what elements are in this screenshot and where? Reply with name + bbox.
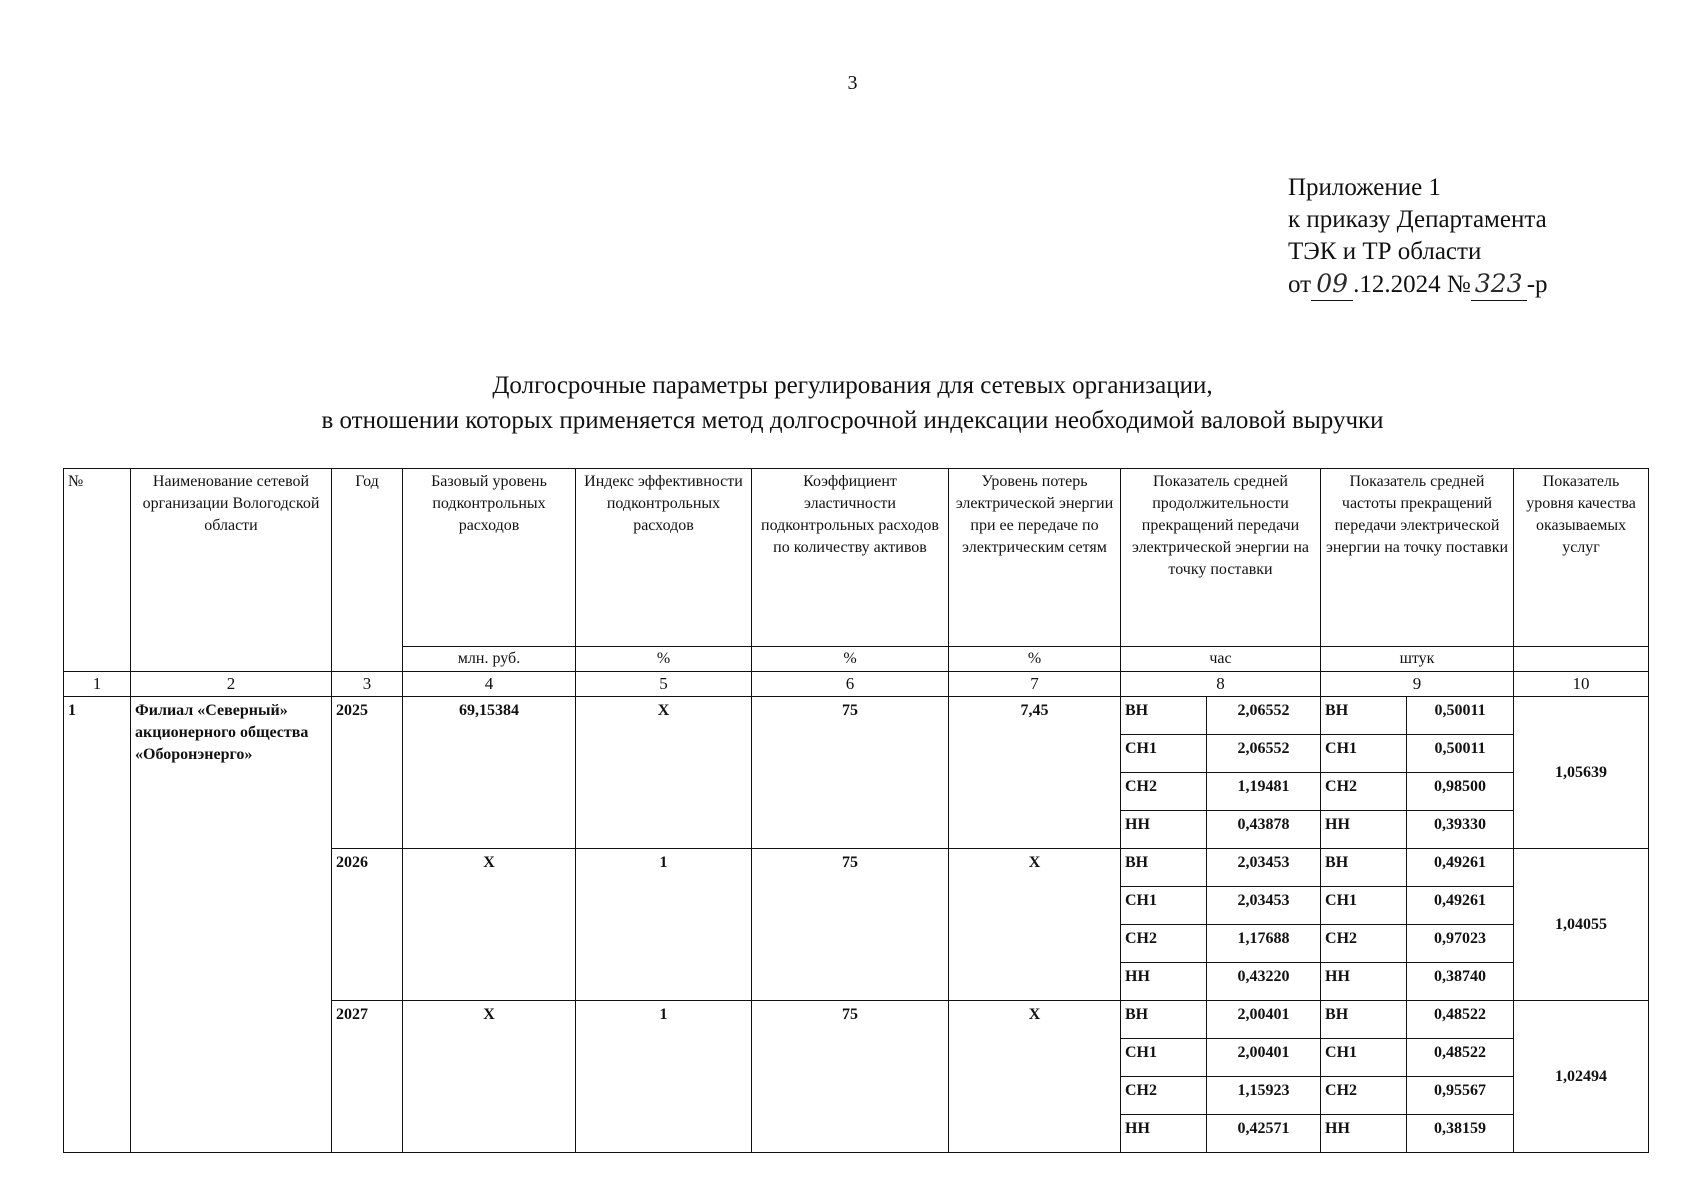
org-name: Филиал «Северный» акционерного общества «Оборонэнерго»: [131, 697, 332, 1153]
duration-level-label: СН1: [1121, 1039, 1207, 1077]
base-cost-cell: Х: [403, 1001, 576, 1153]
unit-duration: час: [1121, 647, 1321, 672]
frequency-value: 0,38159: [1407, 1115, 1514, 1153]
frequency-value: 0,49261: [1407, 887, 1514, 925]
header-no: №: [64, 469, 131, 672]
base-cost-cell: Х: [403, 849, 576, 1001]
col-number-5: 5: [576, 672, 752, 697]
frequency-level-label: ВН: [1321, 697, 1407, 735]
duration-level-label: СН2: [1121, 925, 1207, 963]
frequency-value: 0,48522: [1407, 1001, 1514, 1039]
frequency-value: 0,95567: [1407, 1077, 1514, 1115]
duration-value: 2,03453: [1207, 887, 1321, 925]
header-elast: Коэффициент эластичности подконтрольных расходов по количеству активов: [752, 469, 949, 647]
duration-level-label: ВН: [1121, 1001, 1207, 1039]
header-eff: Индекс эффективности подконтрольных расходов: [576, 469, 752, 647]
frequency-level-label: НН: [1321, 963, 1407, 1001]
col-number-4: 4: [403, 672, 576, 697]
appendix-title: Приложение 1: [1288, 174, 1441, 201]
unit-base: млн. руб.: [403, 647, 576, 672]
efficiency-index-cell: 1: [576, 849, 752, 1001]
duration-value: 1,19481: [1207, 773, 1321, 811]
column-number-row: [64, 672, 1649, 697]
quality-index-cell: 1,02494: [1514, 1001, 1649, 1153]
col-number-3: 3: [332, 672, 403, 697]
year-cell: 2025: [332, 697, 403, 849]
header-quality: Показатель уровня качества оказываемых услуг: [1514, 469, 1649, 647]
page-number: 3: [847, 72, 858, 94]
elasticity-cell: 75: [752, 1001, 949, 1153]
quality-index-cell: 1,04055: [1514, 849, 1649, 1001]
frequency-level-label: СН1: [1321, 735, 1407, 773]
loss-level-cell: Х: [949, 849, 1121, 1001]
duration-value: 0,43220: [1207, 963, 1321, 1001]
handwritten-order-number: 323: [1471, 268, 1527, 301]
frequency-level-label: ВН: [1321, 849, 1407, 887]
frequency-level-label: СН1: [1321, 1039, 1407, 1077]
frequency-level-label: НН: [1321, 811, 1407, 849]
frequency-value: 0,98500: [1407, 773, 1514, 811]
col-number-6: 6: [752, 672, 949, 697]
elasticity-cell: 75: [752, 849, 949, 1001]
appendix-header: [1288, 172, 1548, 301]
appendix-date-line: [1288, 268, 1548, 301]
frequency-value: 0,50011: [1407, 735, 1514, 773]
duration-level-label: НН: [1121, 963, 1207, 1001]
unit-quality: [1514, 647, 1649, 672]
year-cell: 2026: [332, 849, 403, 1001]
loss-level-cell: Х: [949, 1001, 1121, 1153]
duration-level-label: СН1: [1121, 735, 1207, 773]
duration-level-label: НН: [1121, 811, 1207, 849]
appendix-department: ТЭК и ТР области: [1288, 238, 1482, 265]
frequency-value: 0,50011: [1407, 697, 1514, 735]
frequency-value: 0,97023: [1407, 925, 1514, 963]
frequency-level-label: СН2: [1321, 1077, 1407, 1115]
unit-eff: %: [576, 647, 752, 672]
duration-value: 2,06552: [1207, 735, 1321, 773]
frequency-level-label: ВН: [1321, 1001, 1407, 1039]
duration-level-label: ВН: [1121, 697, 1207, 735]
col-number-1: 1: [64, 672, 131, 697]
col-number-8: 8: [1121, 672, 1321, 697]
duration-value: 1,17688: [1207, 925, 1321, 963]
duration-value: 1,15923: [1207, 1077, 1321, 1115]
frequency-level-label: СН2: [1321, 773, 1407, 811]
date-prefix: от: [1288, 271, 1312, 298]
unit-loss: %: [949, 647, 1121, 672]
header-frequency: Показатель средней частоты прекращений передачи электрической энергии на точку поставки: [1321, 469, 1514, 647]
parameters-table: [63, 468, 1649, 1153]
base-cost-cell: 69,15384: [403, 697, 576, 849]
duration-level-label: СН1: [1121, 887, 1207, 925]
duration-value: 2,00401: [1207, 1001, 1321, 1039]
title-line-1: Долгосрочные параметры регулирования для сетевых организации,: [492, 372, 1213, 399]
duration-value: 2,00401: [1207, 1039, 1321, 1077]
loss-level-cell: 7,45: [949, 697, 1121, 849]
document-title: [0, 368, 1695, 438]
header-row: [64, 469, 1649, 647]
frequency-level-label: НН: [1321, 1115, 1407, 1153]
header-year: Год: [332, 469, 403, 672]
efficiency-index-cell: Х: [576, 697, 752, 849]
col-number-9: 9: [1321, 672, 1514, 697]
table-row: [64, 697, 1649, 735]
frequency-level-label: СН2: [1321, 925, 1407, 963]
duration-value: 2,03453: [1207, 849, 1321, 887]
frequency-level-label: СН1: [1321, 887, 1407, 925]
duration-level-label: СН2: [1121, 773, 1207, 811]
header-org: Наименование сетевой организации Вологодской области: [131, 469, 332, 672]
efficiency-index-cell: 1: [576, 1001, 752, 1153]
col-number-2: 2: [131, 672, 332, 697]
header-loss: Уровень потерь электрической энергии при ее передаче по электрическим сетям: [949, 469, 1121, 647]
elasticity-cell: 75: [752, 697, 949, 849]
duration-value: 0,43878: [1207, 811, 1321, 849]
date-rest: .12.2024 №: [1353, 271, 1471, 298]
frequency-value: 0,39330: [1407, 811, 1514, 849]
year-cell: 2027: [332, 1001, 403, 1153]
appendix-order-ref: к приказу Департамента: [1288, 206, 1547, 233]
duration-level-label: НН: [1121, 1115, 1207, 1153]
duration-level-label: ВН: [1121, 849, 1207, 887]
header-duration: Показатель средней продолжительности прекращений передачи электрической энергии на точку поставки: [1121, 469, 1321, 647]
col-number-7: 7: [949, 672, 1121, 697]
col-number-10: 10: [1514, 672, 1649, 697]
duration-value: 0,42571: [1207, 1115, 1321, 1153]
frequency-value: 0,48522: [1407, 1039, 1514, 1077]
title-line-2: в отношении которых применяется метод долгосрочной индексации необходимой валовой выручки: [321, 407, 1384, 434]
duration-value: 2,06552: [1207, 697, 1321, 735]
duration-level-label: СН2: [1121, 1077, 1207, 1115]
frequency-value: 0,38740: [1407, 963, 1514, 1001]
frequency-value: 0,49261: [1407, 849, 1514, 887]
order-suffix: -р: [1526, 271, 1548, 298]
row-number: 1: [64, 697, 131, 1153]
handwritten-day: 09: [1311, 268, 1353, 301]
header-base: Базовый уровень подконтрольных расходов: [403, 469, 576, 647]
unit-frequency: штук: [1321, 647, 1514, 672]
unit-elast: %: [752, 647, 949, 672]
quality-index-cell: 1,05639: [1514, 697, 1649, 849]
